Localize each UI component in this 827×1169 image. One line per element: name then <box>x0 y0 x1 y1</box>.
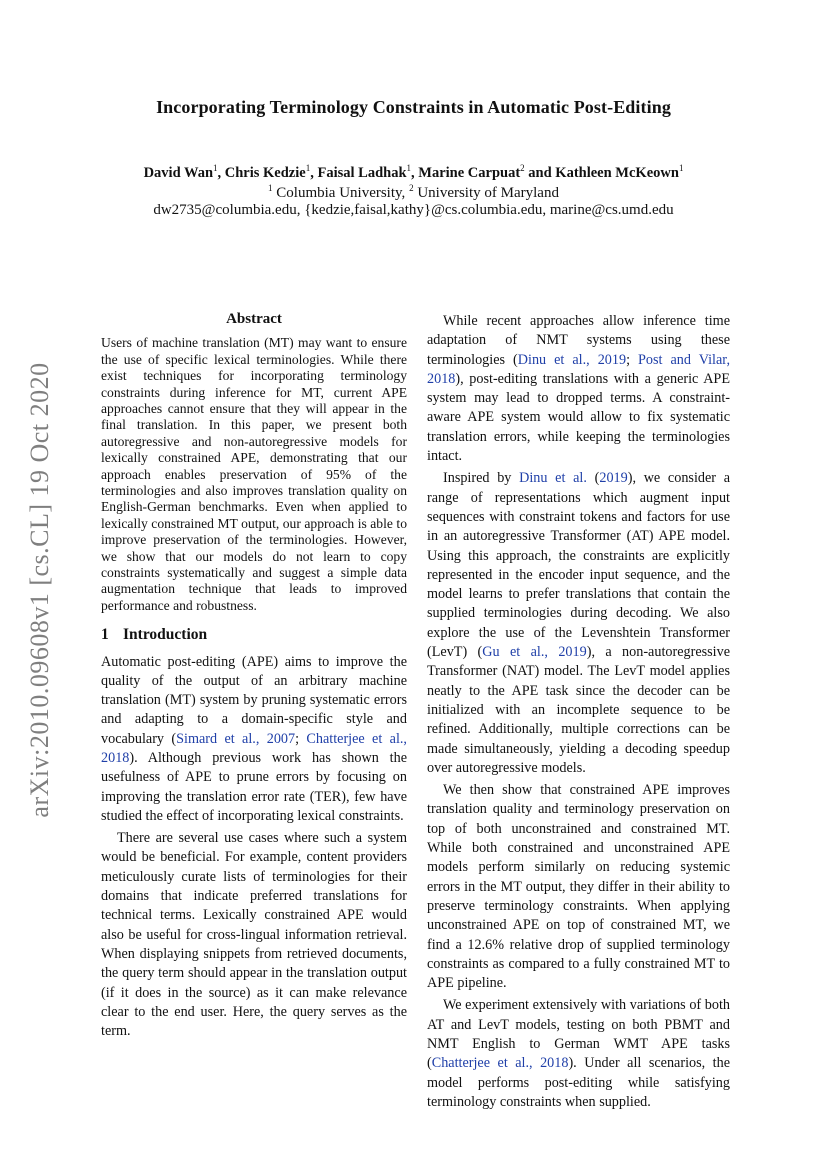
citation-link[interactable]: 2019 <box>599 470 628 487</box>
author-emails: dw2735@columbia.edu, {kedzie,faisal,kathy}@cs.columbia.edu, marine@cs.umd.edu <box>153 202 674 218</box>
author-5: Kathleen McKeown$^1$ <box>555 163 684 181</box>
author-list <box>0 163 827 182</box>
section-number: 1 <box>101 626 109 644</box>
author-2: Chris Kedzie$^1$, <box>224 163 318 181</box>
right-column <box>427 312 730 1112</box>
right-paragraph-1: While recent approaches allow inference time adaptation of NMT systems using these terminologies (Dinu et al., 2019; Post and Vilar, 2018), post-editing translations with a generic APE system may lead to dropped terms. A constraint-aware APE system would allow to fix systematic translation errors, while keeping the terminologies intact. <box>427 313 730 465</box>
paper-title: Incorporating Terminology Constraints in Automatic Post-Editing <box>156 97 671 117</box>
right-paragraph-4: We experiment extensively with variations of both AT and LevT models, testing on both PBMT and NMT English to German WMT APE tasks (Chatterjee et al., 2018). Under all scenarios, the model performs post-editing while satisfying terminology constraints when supplied. <box>427 997 730 1110</box>
section-heading <box>101 625 407 644</box>
citation-link[interactable]: Gu et al., 2019 <box>482 644 587 661</box>
section-title: Introduction <box>123 626 208 644</box>
author-4: Marine Carpuat$^2$ and <box>418 163 556 181</box>
intro-paragraph-1: Automatic post-editing (APE) aims to improve the quality of the output of an arbitrary machine translation (MT) system by pruning systematic errors and adapting to a domain-specific style and vocabulary (Simard et al., 2007; Chatterjee et al., 2018). Although previous work has shown the usefulness of APE to prune errors by focusing on improving the translation error rate (TER), few have studied the effect of incorporating lexical constraints. <box>101 653 407 824</box>
citation-link[interactable]: Simard et al., 2007 <box>176 730 296 747</box>
citation-link[interactable]: Post and Vilar, 2018 <box>427 351 730 387</box>
citation-link[interactable]: Dinu et al. <box>519 470 587 487</box>
author-3: Faisal Ladhak$^1$, <box>317 163 419 181</box>
citation-link[interactable]: Dinu et al., 2019 <box>517 351 627 368</box>
author-1: David Wan$^1$, <box>143 163 225 181</box>
left-column <box>101 310 407 1041</box>
abstract-text: Users of machine translation (MT) may want to ensure the use of specific lexical terminologies. While there exist techniques for incorporating terminology constraints during inference for MT, current APE approaches cannot ensure that they will appear in the final translation. In this paper, we present both autoregressive and non-autoregressive models for lexically constrained APE, demonstrating that our approach enables preservation of 95% of the terminologies and also improves translation quality on English-German benchmarks. Even when applied to lexically constrained MT output, our approach is able to improve preservation of the terminologies. However, we show that our models do not learn to copy constraints systematically and suggest a simple data augmentation technique that leads to improved performance and robustness. <box>101 335 407 613</box>
abstract-heading: Abstract <box>226 311 282 327</box>
citation-link[interactable]: Chatterjee et al., 2018 <box>101 730 407 766</box>
intro-paragraph-2: There are several use cases where such a system would be beneficial. For example, content providers meticulously curate lists of terminologies for their domains that indicate preferred translations for technical terms. Lexically constrained APE would also be useful for cross-lingual information retrieval. When displaying snippets from retrieved documents, the query term should appear in the translation output (if it does in the source) as it can make relevance clear to the end user. Here, the query serves as the term. <box>101 830 407 1040</box>
right-paragraph-2: Inspired by Dinu et al. (2019), we consider a range of representations which augment input sequences with constraint tokens and factors for use in an autoregressive Transformer (AT) APE model. Using this approach, the constraints are explicitly represented in the encoder input sequence, and the model learns to prefer translations that contain the supplied terminologies during decoding. We also explore the use of the Levenshtein Transformer (LevT) (Gu et al., 2019), a non-autoregressive Transformer (NAT) model. The LevT model applies neatly to the APE task since the decoder can be initialized with an incomplete sequence to be refined. Additionally, multiple corrections can be made simultaneously, yielding a decoding speedup over autoregressive models. <box>427 470 730 776</box>
arxiv-stamp-text: arXiv:2010.09608v1 [cs.CL] 19 Oct 2020 <box>25 362 54 818</box>
affiliations: $^1$ Columbia University, $^2$ University of Maryland <box>268 183 559 201</box>
citation-link[interactable]: Chatterjee et al., 2018 <box>431 1055 569 1072</box>
right-paragraph-3: We then show that constrained APE improves translation quality and terminology preservation on top of both unconstrained and constrained MT. While both constrained and unconstrained APE models perform similarly on reducing systemic errors in the MT output, they differ in their ability to preserve terminology constraints. When applying unconstrained APE on top of constrained MT, we find a 12.6% relative drop of supplied terminology constraints as compared to a fully constrained MT to APE pipeline. <box>427 782 730 992</box>
arxiv-stamp <box>20 320 60 860</box>
